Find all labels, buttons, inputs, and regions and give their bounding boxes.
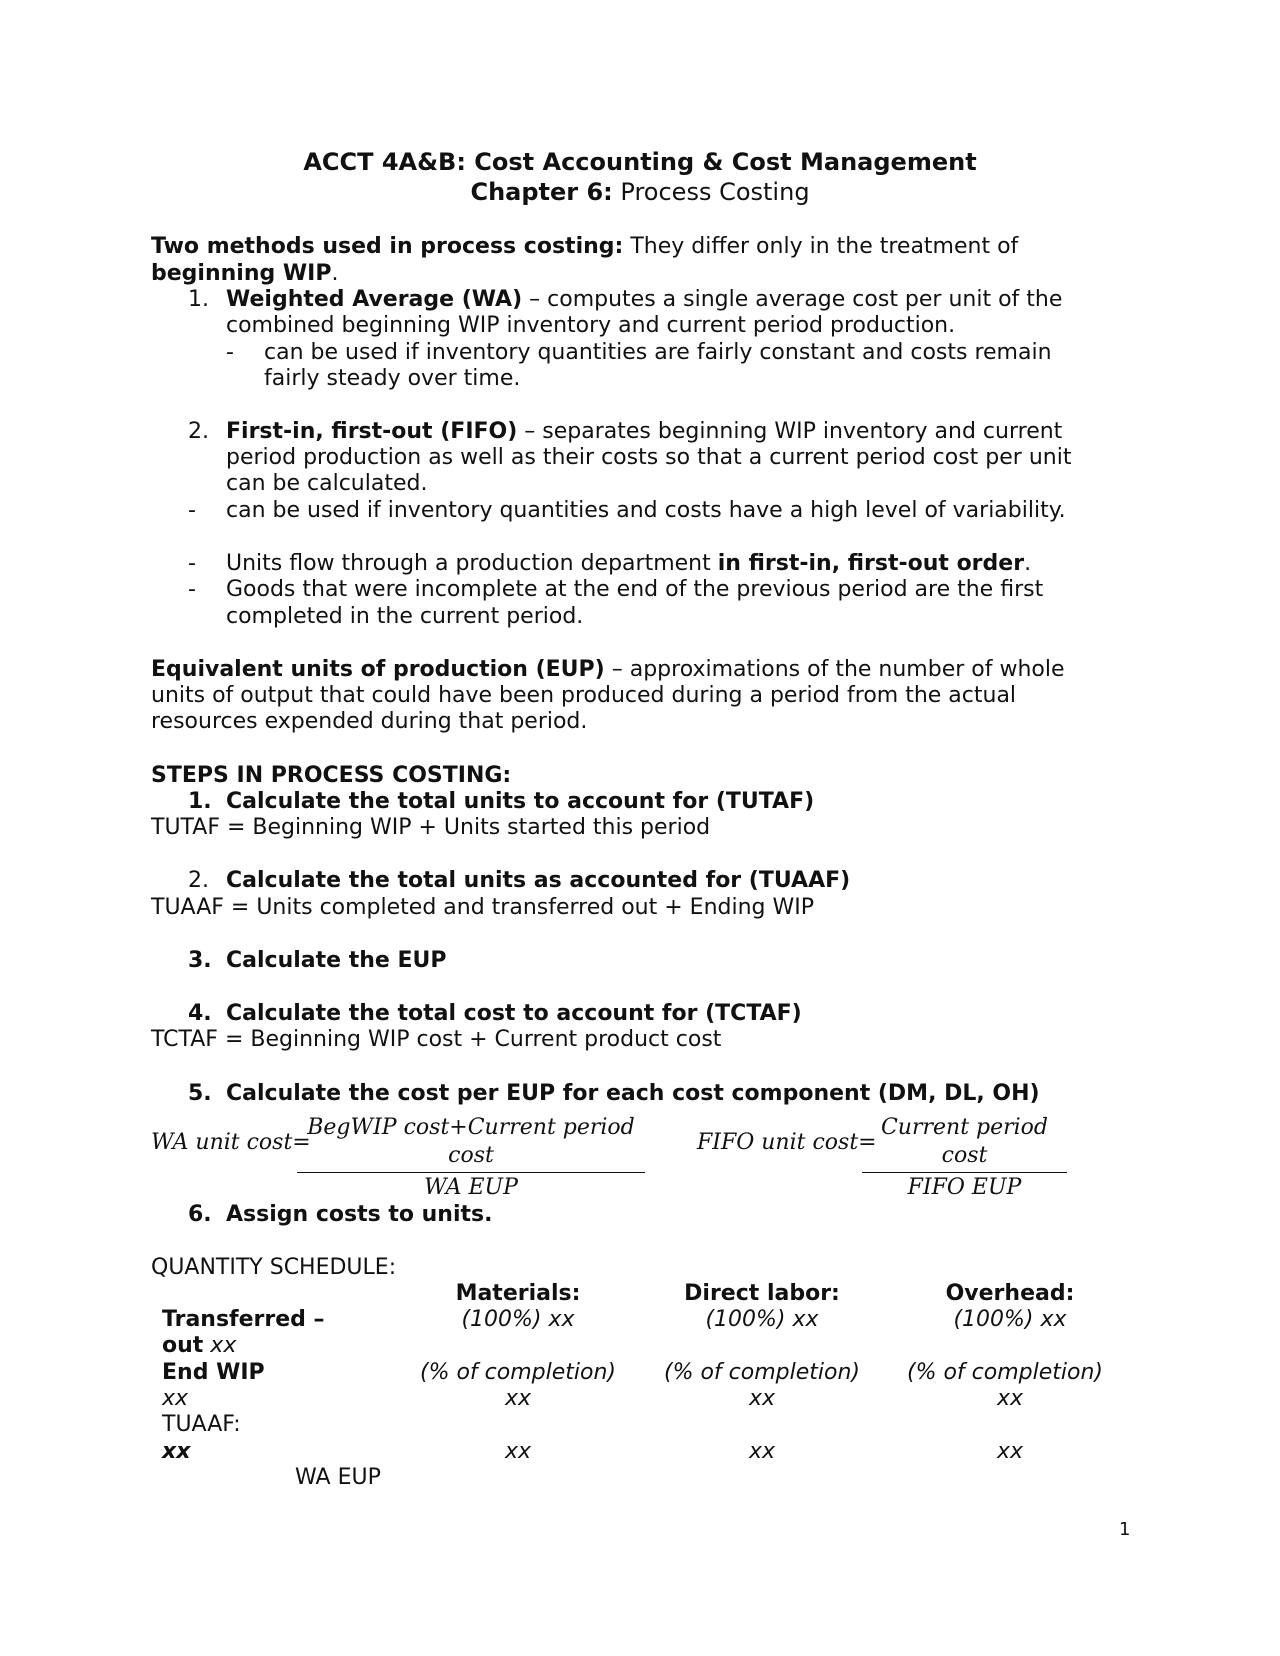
fifo-formula-numerator: Current period cost — [862, 1114, 1067, 1173]
intro-line-1 — [151, 234, 1018, 260]
fifo-note-1-dash: - — [188, 551, 196, 576]
method-1-name: Weighted Average (WA) — [226, 287, 523, 312]
eup-term: Equivalent units of production (EUP) — [151, 657, 605, 682]
row-tuaaf-xx: xx — [162, 1439, 191, 1464]
transferred-materials: (100%) xx — [461, 1307, 575, 1332]
chapter-name: Process Costing — [620, 178, 810, 206]
method-2-line-2: period production as well as their costs so that a current period cost per unit — [226, 445, 1072, 470]
step-3-number: 3. — [188, 948, 212, 973]
col-overhead: Overhead: — [945, 1281, 1075, 1306]
method-2-bullet-dash: - — [188, 498, 196, 523]
method-2-name: First-in, first-out (FIFO) — [226, 419, 518, 444]
intro-lead-bold: Two methods used in process costing: — [151, 234, 624, 259]
wa-eup-label: WA EUP — [295, 1465, 381, 1490]
method-1-line-1 — [226, 287, 1062, 313]
step-1-title: Calculate the total units to account for (TUTAF) — [226, 789, 815, 814]
step-2-formula: TUAAF = Units completed and transferred out + Ending WIP — [151, 895, 814, 920]
method-1-bullet-dash: - — [226, 340, 234, 365]
wa-formula-denominator: WA EUP — [424, 1175, 518, 1200]
eup-line-1 — [151, 657, 1065, 683]
chapter-label: Chapter 6: — [470, 178, 613, 206]
fifo-note-1-end: . — [1024, 551, 1032, 576]
intro-lead-text: They differ only in the treatment of — [630, 234, 1019, 259]
eup-line-2: units of output that could have been produced during a period from the actual — [151, 683, 1017, 708]
row-transferred-label-2 — [162, 1333, 236, 1359]
eup-def-1: – approximations of the number of whole — [611, 657, 1065, 682]
row-endwip-label: End WIP — [162, 1360, 265, 1385]
endwip-overhead-xx: xx — [996, 1386, 1024, 1411]
col-materials: Materials: — [455, 1281, 581, 1306]
step-4-formula: TCTAF = Beginning WIP cost + Current product cost — [151, 1027, 722, 1052]
wa-formula-numerator: BegWIP cost+Current period cost — [297, 1114, 645, 1173]
method-2-number: 2. — [188, 419, 209, 444]
endwip-direct-labor-xx: xx — [748, 1386, 776, 1411]
transferred-overhead: (100%) xx — [953, 1307, 1067, 1332]
fifo-note-2-dash: - — [188, 577, 196, 602]
row-transferred-out: out — [162, 1333, 204, 1358]
method-1-line-2: combined beginning WIP inventory and current period production. — [226, 313, 956, 338]
fifo-note-2-line-2: completed in the current period. — [226, 604, 584, 629]
fifo-formula-denominator: FIFO EUP — [907, 1175, 1022, 1200]
endwip-direct-labor-pct: (% of completion) — [663, 1360, 860, 1385]
method-2-line-1 — [226, 419, 1062, 445]
step-6-number: 6. — [188, 1202, 212, 1227]
step-5-number: 5. — [188, 1081, 212, 1106]
eup-direct-labor-xx: xx — [748, 1439, 776, 1464]
wa-formula-fraction — [297, 1114, 645, 1203]
fifo-formula-fraction — [862, 1114, 1067, 1203]
method-2-bullet-line-1: can be used if inventory quantities and costs have a high level of variability. — [226, 498, 1066, 523]
quantity-schedule-label: QUANTITY SCHEDULE: — [151, 1255, 397, 1280]
step-1-number: 1. — [188, 789, 212, 814]
endwip-materials-pct: (% of completion) — [419, 1360, 616, 1385]
wa-formula-lhs: WA unit cost= — [151, 1130, 311, 1155]
endwip-materials-xx: xx — [504, 1386, 532, 1411]
step-1-formula: TUTAF = Beginning WIP + Units started this period — [151, 815, 711, 840]
method-2-line-3: can be calculated. — [226, 471, 428, 496]
method-1-number: 1. — [188, 287, 209, 312]
intro-lead-bold2: beginning WIP — [151, 261, 332, 286]
row-tuaaf-label: TUAAF: — [162, 1412, 241, 1437]
transferred-direct-labor: (100%) xx — [705, 1307, 819, 1332]
steps-heading: STEPS IN PROCESS COSTING: — [151, 763, 512, 788]
step-6-title: Assign costs to units. — [226, 1202, 493, 1227]
eup-materials-xx: xx — [504, 1439, 532, 1464]
row-endwip-xx: xx — [162, 1386, 189, 1411]
eup-overhead-xx: xx — [996, 1439, 1024, 1464]
eup-line-3: resources expended during that period. — [151, 709, 588, 734]
step-5-title: Calculate the cost per EUP for each cost component (DM, DL, OH) — [226, 1081, 1040, 1106]
step-3-title: Calculate the EUP — [226, 948, 447, 973]
endwip-overhead-pct: (% of completion) — [906, 1360, 1103, 1385]
document-title: ACCT 4A&B: Cost Accounting & Cost Management — [303, 148, 977, 176]
step-4-title: Calculate the total cost to account for (TCTAF) — [226, 1001, 802, 1026]
row-transferred-xx: xx — [210, 1333, 237, 1358]
intro-period: . — [331, 261, 339, 286]
chapter-heading — [0, 179, 1280, 205]
method-1-desc: – computes a single average cost per unit of the — [529, 287, 1063, 312]
fifo-note-2-line-1: Goods that were incomplete at the end of the previous period are the first — [226, 577, 1044, 602]
row-transferred-label-1: Transferred – — [162, 1307, 325, 1332]
col-direct-labor: Direct labor: — [684, 1281, 840, 1306]
method-1-bullet-line-1: can be used if inventory quantities are fairly constant and costs remain — [264, 340, 1052, 365]
step-2-number: 2. — [188, 868, 209, 893]
intro-line-2 — [151, 261, 338, 287]
step-2-title: Calculate the total units as accounted for (TUAAF) — [226, 868, 851, 893]
step-4-number: 4. — [188, 1001, 212, 1026]
fifo-note-1-bold: in first-in, first-out order — [717, 551, 1025, 576]
method-2-desc: – separates beginning WIP inventory and current — [524, 419, 1063, 444]
page-number: 1 — [1119, 1519, 1131, 1540]
fifo-note-1 — [226, 551, 1031, 577]
fifo-note-1-text: Units flow through a production department — [226, 551, 711, 576]
method-1-bullet-line-2: fairly steady over time. — [264, 366, 521, 391]
fifo-formula-lhs: FIFO unit cost= — [697, 1130, 877, 1155]
